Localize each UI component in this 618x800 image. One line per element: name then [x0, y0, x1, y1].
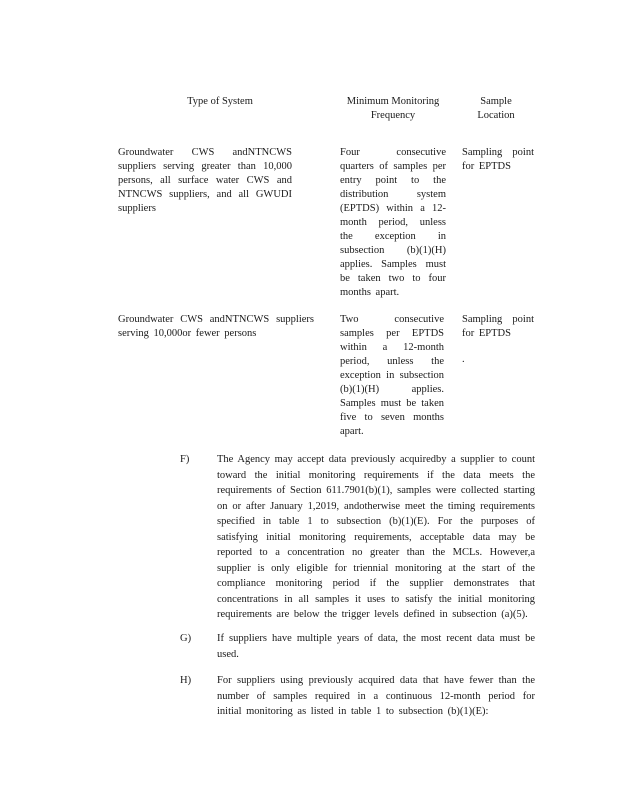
- paragraph-h-label: H): [180, 675, 192, 686]
- row2-location-cell: Sampling point for EPTDS: [462, 314, 534, 339]
- paragraph-g-text: If suppliers have multiple years of data, the most recent data must be used.: [217, 633, 535, 660]
- header-minimum-monitoring-frequency: Minimum Monitoring Frequency: [346, 96, 440, 121]
- paragraph-h-text: For suppliers using previously acquired data that have fewer than the number of samples required in a continuous 12-month period for initial monitoring as listed in table 1 to subsection (b)(1)(E):: [217, 675, 535, 717]
- row2-type-cell: Groundwater CWS andNTNCWS suppliers serving 10,000or fewer persons: [118, 314, 314, 339]
- paragraph-f-text: The Agency may accept data previously acquiredby a supplier to count toward the initial monitoring requirements if the data meets the requirements of Section 611.7901(b)(1), samples were collected starting on or after January 1,2019, andotherwise meet the timing requirements specified in table 1 to subsection (b)(1)(E). For the purposes of satisfying initial monitoring requirements, acceptable data may be reported to a concentration no greater than the MCLs. However,a supplier is only eligible for triennial monitoring at the start of the compliance monitoring period if the supplier demonstrates that concentrations in all samples it uses to satisfy the initial monitoring requirements are below the trigger levels defined in subsection (a)(5).: [217, 454, 535, 620]
- header-sample-location: Sample Location: [477, 96, 515, 121]
- row1-type-cell: Groundwater CWS andNTNCWS suppliers serving greater than 10,000 persons, all surface water CWS and NTNCWS suppliers, and all GWUDI suppliers: [118, 147, 292, 214]
- header-type-of-system: Type of System: [187, 96, 253, 107]
- row1-location-cell: Sampling point for EPTDS: [462, 147, 534, 172]
- paragraph-g-label: G): [180, 633, 192, 644]
- row2-location-note: .: [462, 354, 465, 365]
- row2-frequency-cell: Two consecutive samples per EPTDS within a 12-month period, unless the exception in subsection (b)(1)(H) applies. Samples must be taken five to seven months apart.: [340, 314, 444, 437]
- row1-frequency-cell: Four consecutive quarters of samples per entry point to the distribution system (EPTDS) within a 12-month period, unless the exception in subsection (b)(1)(H) applies. Samples must be taken two to four months apart.: [340, 147, 446, 298]
- paragraph-f-label: F): [180, 454, 190, 465]
